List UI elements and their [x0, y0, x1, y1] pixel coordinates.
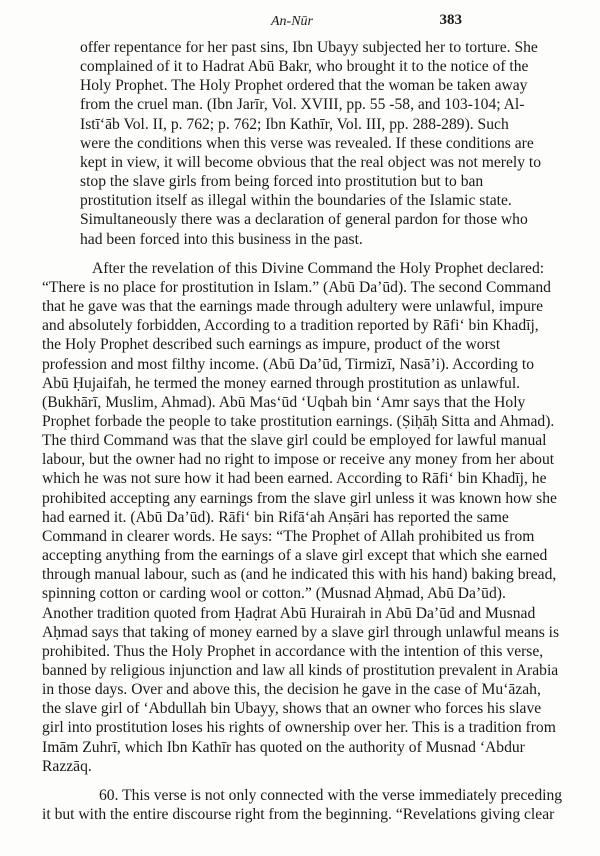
paragraph-commands — [42, 259, 560, 776]
text-line: Imām Zuhrī, which Ibn Kathīr has quoted on the authority of Musnad ‘Abdur — [42, 738, 525, 756]
running-head — [0, 14, 600, 34]
text-line: which he was not sure how it had been earned. According to Rāfi‘ bin Khadīj, he — [42, 470, 547, 488]
text-line: from the cruel man. (Ibn Jarīr, Vol. XVIII, pp. 55 -58, and 103-104; Al- — [80, 96, 525, 114]
text-line: had earned it. (Abū Da’ūd). Rāfi‘ bin Rifā‘ah Anṣāri has reported the same — [42, 508, 509, 526]
text-line: complained of it to Hadrat Abū Bakr, who brought it to the notice of the — [80, 58, 529, 76]
text-line: banned by religious injunction and law all kinds of prostitution prevalent in Arabia — [42, 662, 559, 679]
text-line: “There is no place for prostitution in Islam.” (Abū Da’ūd). The second Command — [42, 278, 551, 296]
text-line: that he gave was that the earnings made through adultery were unlawful, impure — [42, 298, 543, 316]
text-line: Istī‘āb Vol. II, p. 762; p. 762; Ibn Kathīr, Vol. III, pp. 288-289). Such — [80, 115, 509, 133]
text-line: stop the slave girls from being forced into prostitution but to ban — [80, 173, 484, 191]
text-line: Prophet forbade the people to take prostitution earnings. (Ṣiḥāḥ Sitta and Ahmad). — [42, 412, 555, 430]
text-line: Aḥmad says that taking of money earned by a slave girl through unlawful means is — [42, 623, 560, 641]
text-line: Holy Prophet. The Holy Prophet ordered that the woman be taken away — [80, 77, 528, 95]
text-line: it but with the entire discourse right from the beginning. “Revelations giving clear — [42, 806, 555, 824]
text-line: prohibited. Thus the Holy Prophet in accordance with the intention of this verse, — [42, 642, 544, 660]
paragraph-note-60 — [42, 786, 563, 824]
text-line: were the conditions when this verse was revealed. If these conditions are — [80, 134, 534, 152]
text-line: spinning cotton or carding wool or cotton.” (Musnad Aḥmad, Abū Da’ūd). — [42, 585, 506, 603]
text-line: the slave girl of ‘Abdullah bin Ubayy, shows that an owner who forces his slave — [42, 700, 542, 718]
text-line: Razzāq. — [42, 757, 92, 775]
running-title: An-Nūr — [271, 14, 313, 29]
text-line: girl into prostitution loses his rights of ownership over her. This is a tradition from — [42, 719, 556, 737]
text-line: Simultaneously there was a declaration of general pardon for those who — [80, 211, 528, 229]
text-line: kept in view, it will become obvious that the real object was not merely to — [80, 153, 542, 171]
text-line: the Holy Prophet described such earnings as impure, product of the worst — [42, 336, 501, 354]
page-number: 383 — [439, 12, 462, 28]
text-line: Abū Ḥujaifah, he termed the money earned through prostitution as unlawful. — [42, 374, 521, 392]
text-line: offer repentance for her past sins, Ibn Ubayy subjected her to torture. She — [80, 39, 538, 56]
text-line: had been forced into this business in the past. — [80, 230, 363, 248]
text-line: profession and most filthy income. (Abū Da’ūd, Tirmizī, Nasā’i). According to — [42, 355, 534, 373]
text-line: Another tradition quoted from Ḥaḍrat Abū Hurairah in Abū Da’ūd and Musnad — [42, 604, 536, 622]
body-text — [42, 38, 563, 824]
text-line: accepting anything from the earnings of a slave girl except that which she earned — [42, 547, 548, 565]
text-line: prostitution itself as illegal within the boundaries of the Islamic state. — [80, 192, 512, 210]
text-line: (Bukhārī, Muslim, Ahmad). Abū Mas‘ūd ‘Uqbah bin ‘Amr says that the Holy — [42, 393, 526, 411]
text-line: The third Command was that the slave girl could be employed for lawful manual — [42, 432, 547, 450]
text-line: labour, but the owner had no right to impose or receive any money from her about — [42, 451, 555, 469]
paragraph-gap — [42, 776, 462, 786]
text-line: through manual labour, such as (and he indicated this with his hand) baking bread, — [42, 566, 557, 584]
text-line: 60. This verse is not only connected with the verse immediately preceding — [99, 786, 563, 804]
text-line: and absolutely forbidden, According to a tradition reported by Rāfi‘ bin Khadīj, — [42, 317, 539, 335]
text-line: Command in clearer words. He says: “The Prophet of Allah prohibited us from — [42, 527, 535, 545]
text-line: prohibited accepting any earnings from the slave girl unless it was known how she — [42, 489, 557, 507]
paragraph-continuation — [42, 38, 542, 249]
text-line: After the revelation of this Divine Command the Holy Prophet declared: — [92, 259, 545, 277]
text-line: in those days. Over and above this, the decision he gave in the case of Mu‘āzah, — [42, 681, 541, 699]
paragraph-gap — [42, 249, 462, 259]
